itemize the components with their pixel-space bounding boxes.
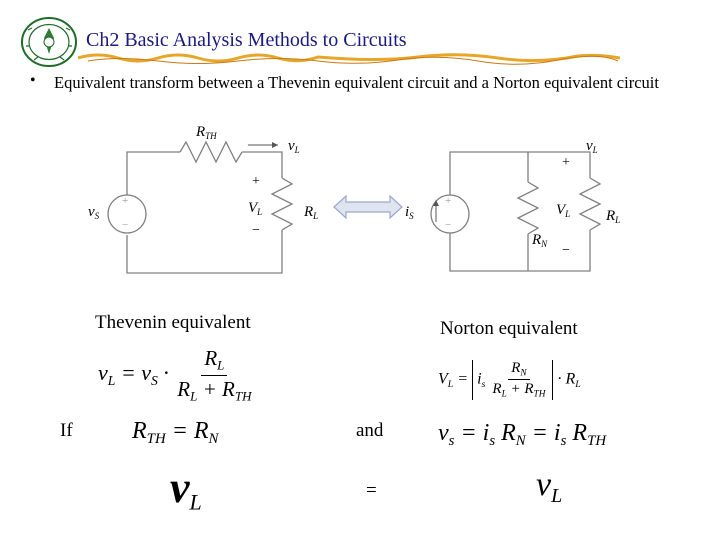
norton-current-divider-equation: $V_L = i_s$ $\frac{R_N}{R_L + R_{TH}}$ · $R_L$ bbox=[438, 360, 581, 400]
rth-equals-rn-equation: $R_{TH} = R_N$ bbox=[132, 418, 219, 448]
vs-equals-is-rn-equation: $v_s = i_s$ $R_N = i_s$ $R_{TH}$ bbox=[438, 420, 607, 450]
label-vl-mid: $V_L$ bbox=[248, 200, 263, 217]
equals-label: = bbox=[366, 480, 377, 501]
label-vl-top: $v_L$ bbox=[288, 138, 300, 155]
label-rl-norton: $R_L$ bbox=[606, 208, 621, 225]
if-label: If bbox=[60, 420, 73, 441]
norton-circuit bbox=[431, 152, 600, 271]
bullet-text: Equivalent transform between a Thevenin equivalent circuit and a Norton equivalent circuit bbox=[54, 73, 659, 92]
svg-text:+: + bbox=[445, 195, 452, 207]
svg-text:−: − bbox=[122, 219, 129, 231]
label-plus-norton: + bbox=[562, 155, 570, 170]
svg-text:−: − bbox=[445, 219, 452, 231]
label-plus-thevenin: + bbox=[252, 174, 260, 189]
svg-text:+: + bbox=[122, 195, 129, 207]
university-logo-icon bbox=[20, 16, 78, 68]
label-vl-norton-mid: $V_L$ bbox=[556, 202, 571, 219]
label-vs: $v_S$ bbox=[88, 204, 100, 221]
label-minus-thevenin: − bbox=[252, 223, 260, 238]
norton-caption: Norton equivalent bbox=[440, 318, 578, 339]
label-rth: $R_{TH}$ bbox=[196, 124, 217, 141]
thevenin-caption: Thevenin equivalent bbox=[95, 312, 251, 333]
vl-norton-symbol: $v_L$ bbox=[536, 466, 563, 507]
vl-thevenin-symbol: $v_L$ bbox=[170, 463, 202, 515]
label-minus-norton: − bbox=[562, 243, 570, 258]
title-underline-decoration bbox=[78, 50, 620, 66]
circuit-diagram bbox=[0, 110, 720, 290]
thevenin-voltage-divider-equation: $v_L = v_S$ · $\frac{R_L}{R_L + R_{TH}}$ bbox=[98, 346, 252, 404]
label-is: $i_S$ bbox=[405, 204, 414, 221]
and-label: and bbox=[356, 420, 384, 441]
thevenin-circuit bbox=[108, 142, 292, 273]
label-rn: $R_N$ bbox=[532, 232, 548, 249]
bullet-marker: • bbox=[30, 72, 36, 89]
label-rl-thevenin: $R_L$ bbox=[304, 204, 319, 221]
bidirectional-arrow-icon bbox=[334, 196, 402, 218]
page-title: Ch2 Basic Analysis Methods to Circuits bbox=[86, 29, 407, 51]
label-vl-norton-top: $v_L$ bbox=[586, 138, 598, 155]
